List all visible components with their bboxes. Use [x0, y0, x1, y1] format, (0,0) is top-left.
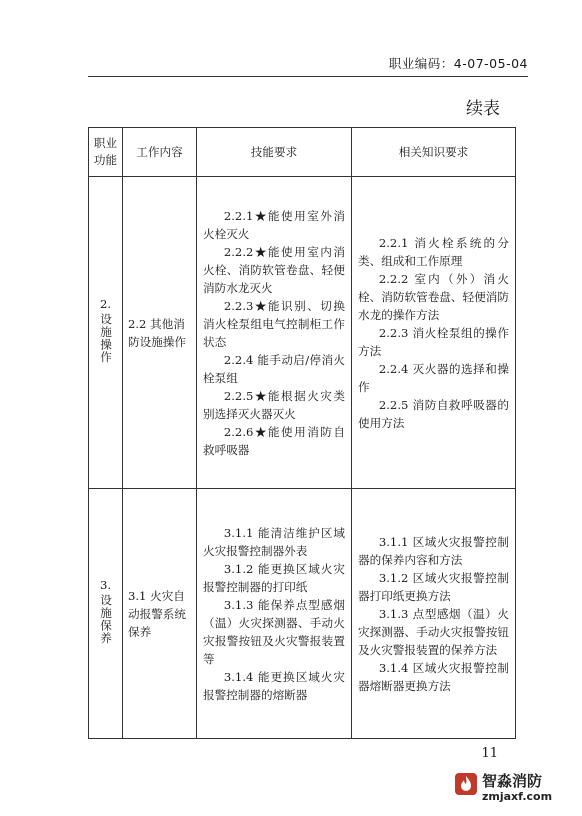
header-function: 职业 功能	[89, 128, 123, 177]
work-cell: 3.1 火灾自动报警系统保养	[123, 489, 197, 739]
skills-cell	[197, 489, 352, 739]
function-name: 设施保养	[99, 594, 113, 645]
skill-item: 2.2.2★能使用室内消火栓、消防软管卷盘、轻便消防水龙灭火	[203, 244, 345, 295]
function-cell	[89, 489, 123, 739]
function-number: 3.	[99, 578, 112, 593]
knowledge-item: 3.1.4 区域火灾报警控制器熔断器更换方法	[358, 660, 509, 693]
header-work: 工作内容	[123, 128, 197, 177]
knowledge-item: 3.1.1 区域火灾报警控制器的保养内容和方法	[358, 534, 509, 567]
knowledge-item: 2.2.3 消火栓泵组的操作方法	[358, 325, 509, 358]
skill-item: 3.1.3 能保养点型感烟（温）火灾探测器、手动火灾报警按钮及火灾警报装置等	[203, 597, 345, 666]
site-logo[interactable]	[450, 768, 570, 808]
knowledge-cell	[352, 489, 516, 739]
skill-item: 3.1.2 能更换区域火灾报警控制器的打印纸	[203, 561, 345, 594]
skill-item: 2.2.3★能识别、切换消火栓泵组电气控制柜工作状态	[203, 298, 345, 349]
logo-url: zmjaxf.com	[482, 790, 553, 803]
skill-item: 2.2.4 能手动启/停消火栓泵组	[203, 352, 345, 385]
table-row	[89, 177, 516, 489]
skill-item: 2.2.1★能使用室外消火栓灭火	[203, 208, 345, 241]
function-number: 2.	[99, 297, 112, 312]
work-cell: 2.2 其他消防设施操作	[123, 177, 197, 489]
skill-item: 3.1.1 能清洁维护区域火灾报警控制器外表	[203, 525, 345, 558]
knowledge-item: 3.1.2 区域火灾报警控制器打印纸更换方法	[358, 570, 509, 603]
skill-item: 2.2.6★能使用消防自救呼吸器	[203, 424, 345, 457]
header-skills: 技能要求	[197, 128, 352, 177]
header-knowledge: 相关知识要求	[352, 128, 516, 177]
knowledge-item: 3.1.3 点型感烟（温）火灾探测器、手动火灾报警按钮及火灾警报装置的保养方法	[358, 606, 509, 657]
skill-item: 3.1.4 能更换区域火灾报警控制器的熔断器	[203, 669, 345, 702]
logo-text: 智淼消防	[482, 772, 543, 790]
continued-label: 续表	[466, 99, 500, 119]
knowledge-item: 2.2.2 室内（外）消火栓、消防软管卷盘、轻便消防水龙的操作方法	[358, 271, 509, 322]
knowledge-cell	[352, 177, 516, 489]
header-rule	[88, 76, 528, 77]
occupation-code: 职业编码：4-07-05-04	[388, 56, 528, 71]
skills-table	[88, 127, 516, 739]
function-cell	[89, 177, 123, 489]
skills-cell	[197, 177, 352, 489]
page-number: 11	[481, 746, 498, 761]
function-label	[93, 296, 118, 368]
function-label	[93, 577, 118, 649]
knowledge-item: 2.2.5 消防自救呼吸器的使用方法	[358, 397, 509, 430]
skill-item: 2.2.5★能根据火灾类别选择灭火器灭火	[203, 388, 345, 421]
flame-icon	[454, 772, 478, 796]
knowledge-item: 2.2.4 灭火器的选择和操作	[358, 361, 509, 394]
table-header-row	[89, 128, 516, 177]
knowledge-item: 2.2.1 消火栓系统的分类、组成和工作原理	[358, 235, 509, 268]
table-row	[89, 489, 516, 739]
function-name: 设施操作	[99, 313, 113, 364]
